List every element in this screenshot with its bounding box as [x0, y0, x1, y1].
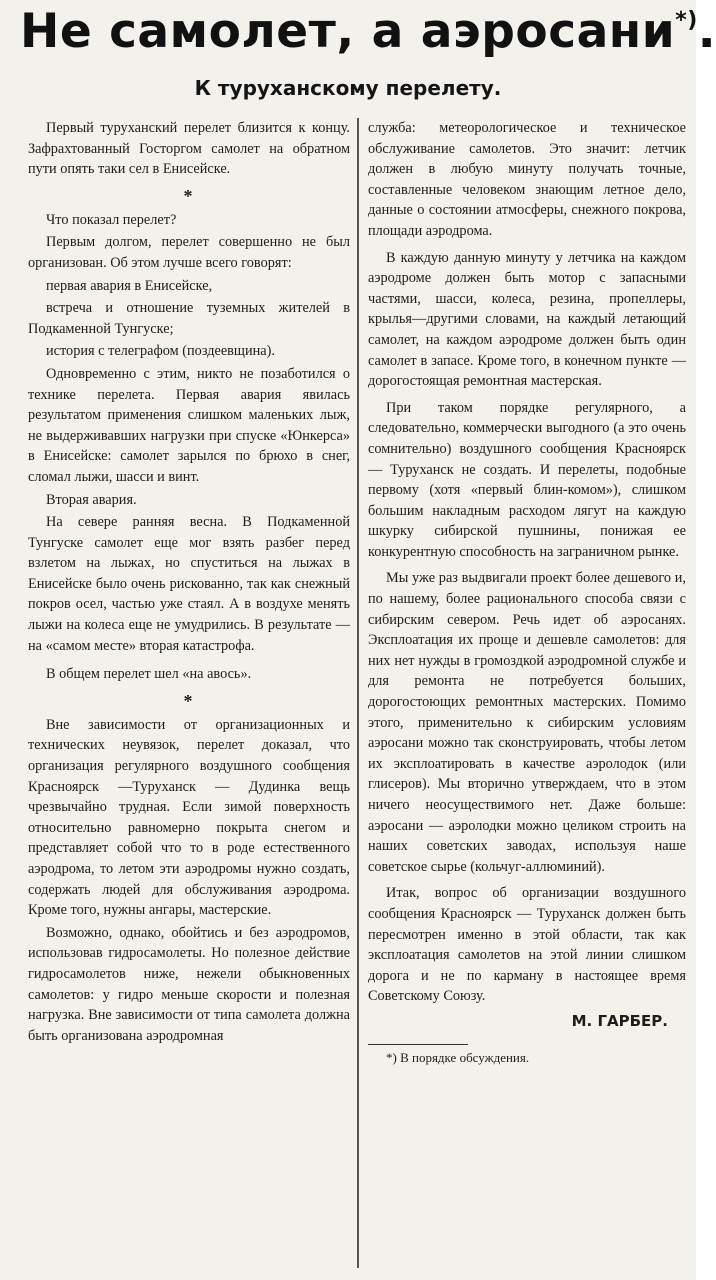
paragraph: Вторая авария.: [46, 491, 137, 508]
paragraph: Первым долгом, перелет совершенно не был организован. Об этом лучше всего говорят:: [28, 234, 350, 271]
list-item: история с телеграфом (поздеевщина).: [46, 343, 275, 360]
paragraph: Возможно, однако, обойтись и без аэродромов, использовав гидросамолеты. Но полезное действие гидросамолетов ниже, нежели обыкновенных самолетов: у гидро меньше скорости и полезная нагрузка. Вне зависимости от типа самолета должна быть организована аэродромная: [28, 924, 350, 1044]
paragraph: При таком порядке регулярного, а следовательно, коммерчески выгодного (а это очень сомнительно) воздушного сообщения Красноярск — Туруханск не создать. И перелеты, подобные первому (хотя «первый блин-комом»), слишком большим накладным расходом лягут на каждую шкурку сибирской пушнины, понижая ее конкурентную способность на заграничном рынке.: [368, 399, 686, 560]
headline-period: .: [697, 4, 716, 59]
paragraph: Вне зависимости от организационных и технических неувязок, перелет доказал, что организация регулярного воздушного сообщения Красноярск —Туруханск — Дудинка вещь чрезвычайно трудная. Если зимой поверхность относительно равномерно покрыта снегом и представляет собой что то в роде естественного аэродрома, то летом эти аэродромы нужно создать, содержать людей для обслуживания аэродрома. Кроме того, нужны ангары, мастерские.: [28, 716, 350, 919]
section-divider-stars: *: [183, 690, 195, 711]
list-item: первая авария в Енисейске,: [46, 277, 213, 294]
headline-text: Не самолет, а аэросани: [20, 4, 676, 59]
footnote-divider: [368, 1044, 468, 1045]
headline-footnote-marker: *): [675, 8, 698, 33]
paragraph: В общем перелет шел «на авось».: [46, 666, 252, 683]
paragraph: Мы уже раз выдвигали проект более дешевого и, по нашему, более рационального способа связи с сибирским севером. Речь идет об аэросанях. Эксплоатация их проще и дешевле самолетов: для них нет нужды в громоздкой аэродромной службе и для ремонта не потребуется больших, дорогостоющих ремонтных мастерских. Помимо этого, применительно к сибирским условиям аэросани можно так сконструировать, чтобы летом их эксплоатировать в качестве аэролодок (или глисеров). Мы вторично утверждаем, что в этом ничего неосуществимого нет. Даже больше: аэросани — аэролодки можно целиком строить на наших советских заводах, используя наше советское сырье (кольчуг-аллюминий).: [368, 570, 686, 875]
paragraph: Первый туруханский перелет близится к концу. Зафрахтованный Госторгом самолет на обратном пути опять таки сел в Енисейске.: [28, 120, 350, 178]
paragraph: Что показал перелет?: [46, 211, 177, 228]
paragraph: На севере ранняя весна. В Подкаменной Тунгуске самолет еще мог взять разбег перед взлетом на лыжах, но спуститься на лыжах в Енисейске было очень рискованно, так как снежный покров осел, частью уже стаял. А в воздухе менять лыжи на колеса еще не умудрились. В результате — на «самом месте» вторая катастрофа.: [28, 514, 350, 654]
paragraph: служба: метеорологическое и техническое обслуживание самолетов. Это значит: летчик должен в любую минуту получать точные, составленные человеком знающим летное дело, данные о состоянии атмосферы, снежного покрова, площади аэродрома.: [368, 120, 686, 239]
column-divider: [357, 118, 359, 1268]
paragraph: В каждую данную минуту у летчика на каждом аэродроме должен быть мотор с запасными частями, шасси, колеса, резина, пропеллеры, крылья—другими словами, на каждый летающий самолет, на каждом аэродроме должен быть один самолет в запасе. Кроме того, в конечном пункте — дорогостоящая ремонтная мастерская.: [368, 249, 686, 390]
left-column: [28, 118, 350, 1046]
section-divider-stars: *: [183, 185, 195, 206]
footnote: *) В порядке обсуждения.: [386, 1049, 530, 1065]
paragraph: Одновременно с этим, никто не позаботился о технике перелета. Первая авария явилась результатом применения слишком маленьких лыж, не выдерживавших нагрузки при спуске «Юнкерса» в Енисейске: самолет зарылся по брюхо в снег, сломал лыжи, шасси и винт.: [28, 365, 350, 485]
author-signature: М. ГАРБЕР.: [571, 1011, 668, 1030]
paragraph: Итак, вопрос об организации воздушного сообщения Красноярск — Туруханск должен быть пересмотрен именно в этой области, так как эксплоатация самолетов на этой линии слишком дорога и не по карману в настоящее время Советскому Союзу.: [368, 885, 686, 1005]
right-column: [368, 118, 686, 1067]
article-headline: [20, 4, 716, 59]
article-subheading: К туруханскому перелету.: [194, 76, 502, 100]
list-item: встреча и отношение туземных жителей в Подкаменной Тунгуске;: [28, 300, 350, 337]
